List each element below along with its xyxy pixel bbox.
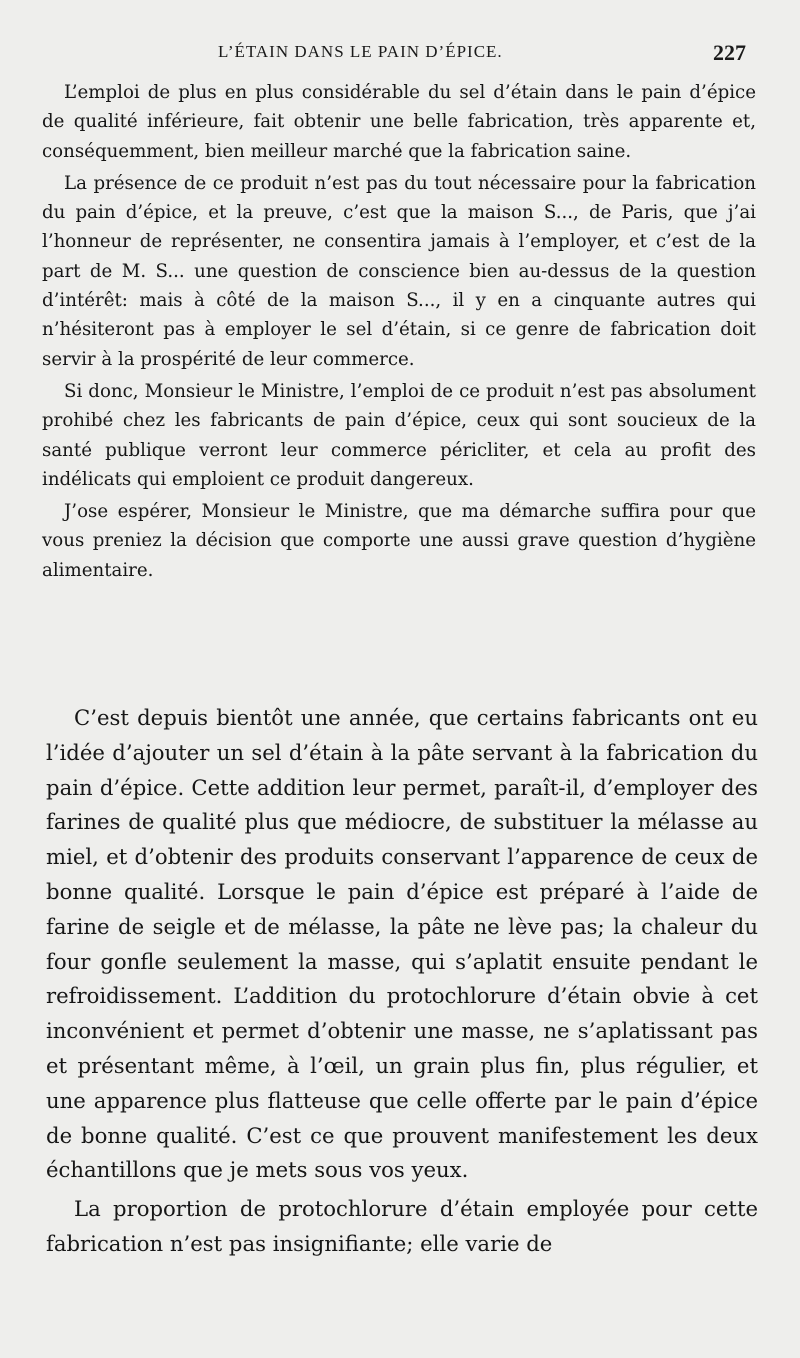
running-title: L’ÉTAIN DANS LE PAIN D’ÉPICE. [218,42,503,61]
quoted-letter [42,78,756,585]
quote-paragraph: L’emploi de plus en plus considérable du sel d’étain dans le pain d’épice de qualité inférieure, fait obtenir une belle fabrication, très apparente et, conséquemment, bien meilleur marché que la fabrication saine. [42,82,756,162]
body-paragraph: La proportion de protochlorure d’étain employée pour cette fabrication n’est pas insignifiante; elle varie de [46,1196,758,1256]
quote-paragraph: La présence de ce produit n’est pas du tout nécessaire pour la fabrication du pain d’épice, et la preuve, c’est que la maison S..., de Paris, que j’ai l’honneur de représenter, ne consentira jamais à l’employer, et c’est de la part de M. S... une question de conscience bien au-dessus de la question d’intérêt: mais à côté de la maison S..., il y en a cinquante autres qui n’hésiteront pas à employer le sel d’étain, si ce genre de fabrication doit servir à la prospérité de leur commerce. [42,172,756,370]
page-number: 227 [713,40,746,65]
quote-paragraph: J’ose espérer, Monsieur le Ministre, que ma démarche suffira pour que vous preniez la décision que comporte une aussi grave question d’hygiène alimentaire. [42,501,756,581]
body-paragraph: C’est depuis bientôt une année, que certains fabricants ont eu l’idée d’ajouter un sel d’étain à la pâte servant à la fabrication du pain d’épice. Cette addition leur permet, paraît-il, d’employer des farines de qualité plus que médiocre, de substituer la mélasse au miel, et d’obtenir des produits conservant l’apparence de ceux de bonne qualité. Lorsque le pain d’épice est préparé à l’aide de farine de seigle et de mélasse, la pâte ne lève pas; la chaleur du four gonfle seulement la masse, qui s’aplatit ensuite pendant le refroidissement. L’addition du protochlorure d’étain obvie à cet inconvénient et permet d’obtenir une masse, ne s’aplatissant pas et présentant même, à l’œil, un grain plus fin, plus régulier, et une apparence plus flatteuse que celle offerte par le pain d’épice de bonne qualité. C’est ce que prouvent manifestement les deux échantillons que je mets sous vos yeux. [46,705,758,1183]
main-text [46,701,758,1262]
page-header [48,38,752,68]
quote-paragraph: Si donc, Monsieur le Ministre, l’emploi de ce produit n’est pas absolument prohibé chez les fabricants de pain d’épice, ceux qui sont soucieux de la santé publique verront leur commerce péricliter, et cela au profit des indélicats qui emploient ce produit dangereux. [42,380,756,490]
